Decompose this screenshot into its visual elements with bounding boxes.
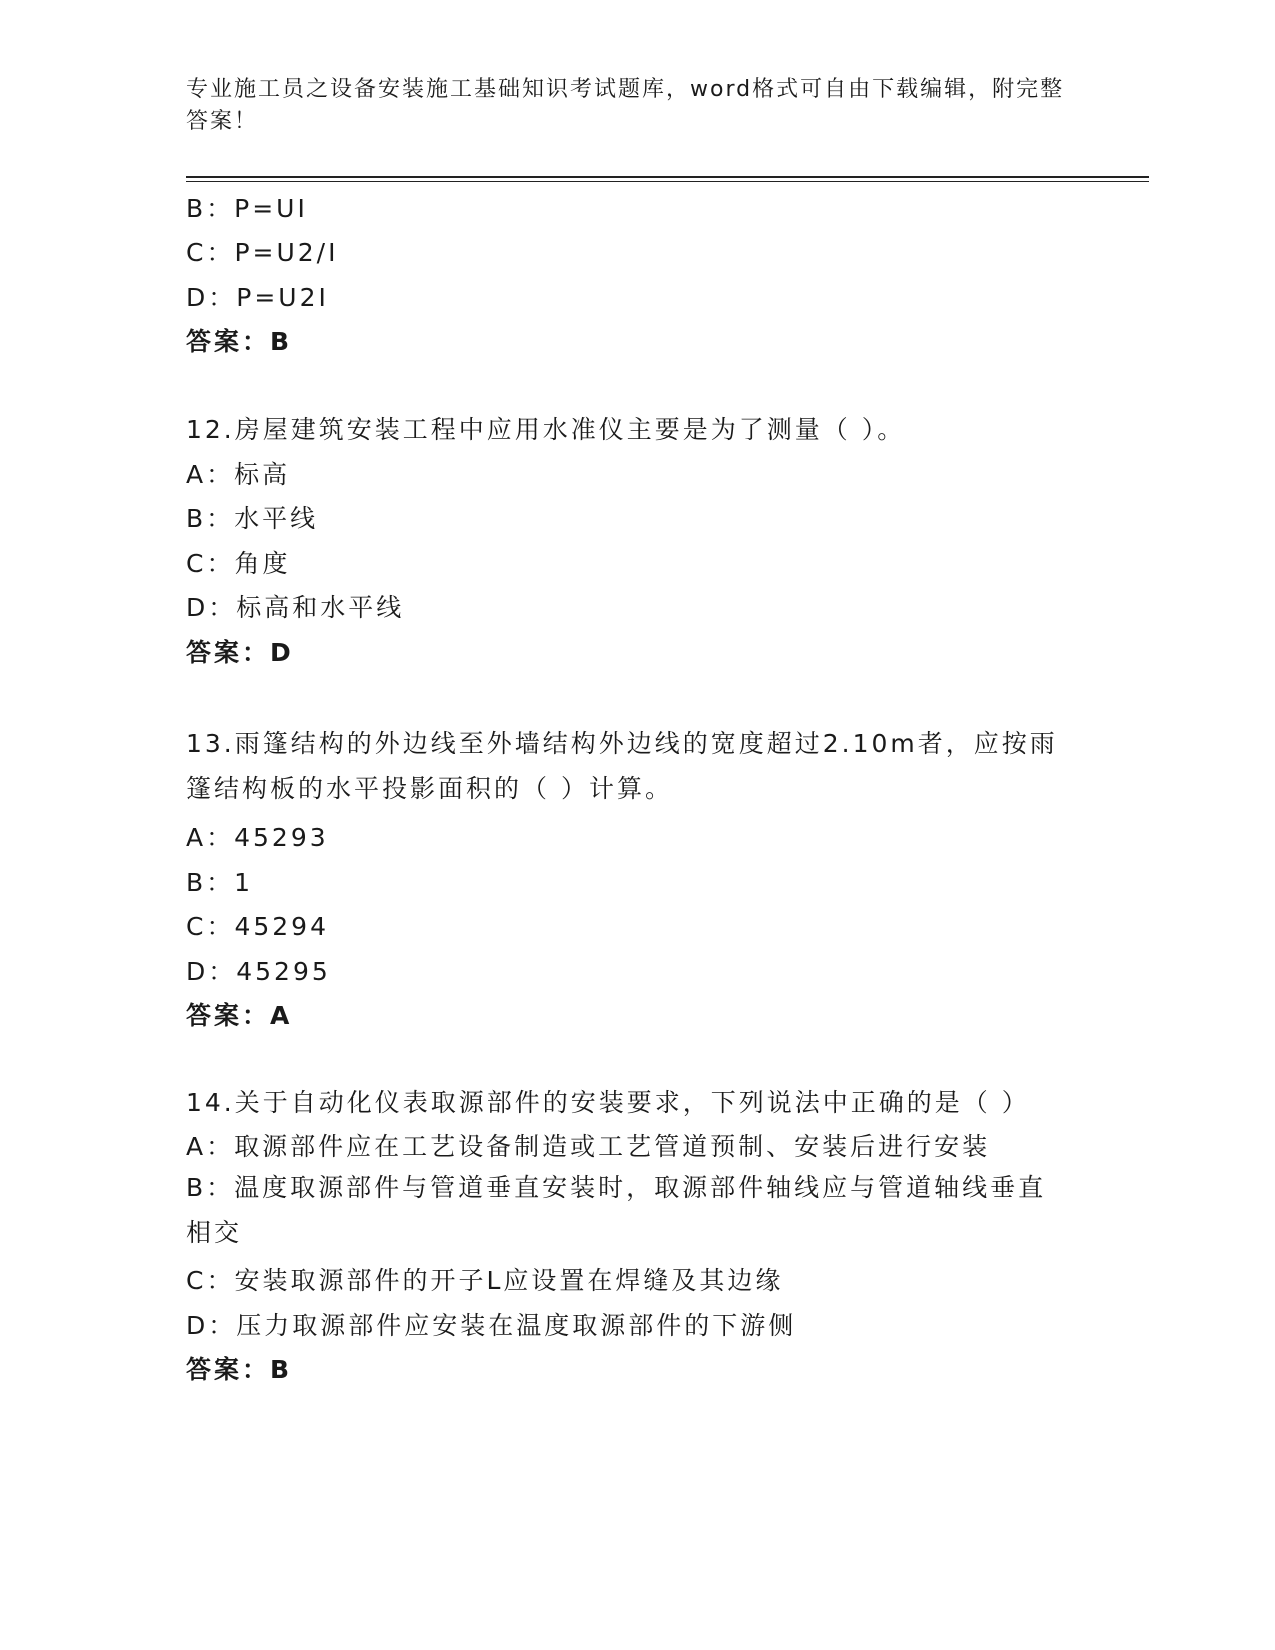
answer: 答案：B	[186, 1355, 293, 1384]
document-header: 专业施工员之设备安装施工基础知识考试题库，word格式可自由下载编辑，附完整答案！	[186, 77, 1065, 134]
option-c: C：角度	[186, 549, 291, 578]
option-c: C：P=U2/I	[186, 238, 339, 267]
option-c: C：45294	[186, 912, 329, 941]
answer: 答案：A	[186, 1001, 293, 1030]
answer: 答案：B	[186, 327, 293, 356]
option-b: B：水平线	[186, 504, 319, 533]
option-a: A：45293	[186, 823, 329, 852]
option-d: D：P=U2I	[186, 283, 329, 312]
header-divider-thick	[186, 176, 1149, 178]
option-d: D：45295	[186, 957, 331, 986]
option-c: C：安装取源部件的开子L应设置在焊缝及其边缘	[186, 1266, 784, 1295]
option-b: B：P=UI	[186, 194, 308, 223]
question-stem: 14.关于自动化仪表取源部件的安装要求，下列说法中正确的是（ ）	[186, 1088, 1030, 1117]
option-d: D：标高和水平线	[186, 593, 405, 622]
option-a: A：取源部件应在工艺设备制造或工艺管道预制、安装后进行安装	[186, 1132, 991, 1161]
answer: 答案：D	[186, 638, 294, 667]
header-divider-thin	[186, 181, 1149, 182]
option-b: B：1	[186, 868, 254, 897]
question-stem: 12.房屋建筑安装工程中应用水准仪主要是为了测量（ ）。	[186, 415, 906, 444]
option-b: B：温度取源部件与管道垂直安装时，取源部件轴线应与管道轴线垂直相交	[186, 1173, 1047, 1247]
question-stem: 13.雨篷结构的外边线至外墙结构外边线的宽度超过2.10m者，应按雨篷结构板的水平投影面积的（ ）计算。	[186, 729, 1058, 803]
option-a: A：标高	[186, 460, 291, 489]
option-d: D：压力取源部件应安装在温度取源部件的下游侧	[186, 1311, 797, 1340]
